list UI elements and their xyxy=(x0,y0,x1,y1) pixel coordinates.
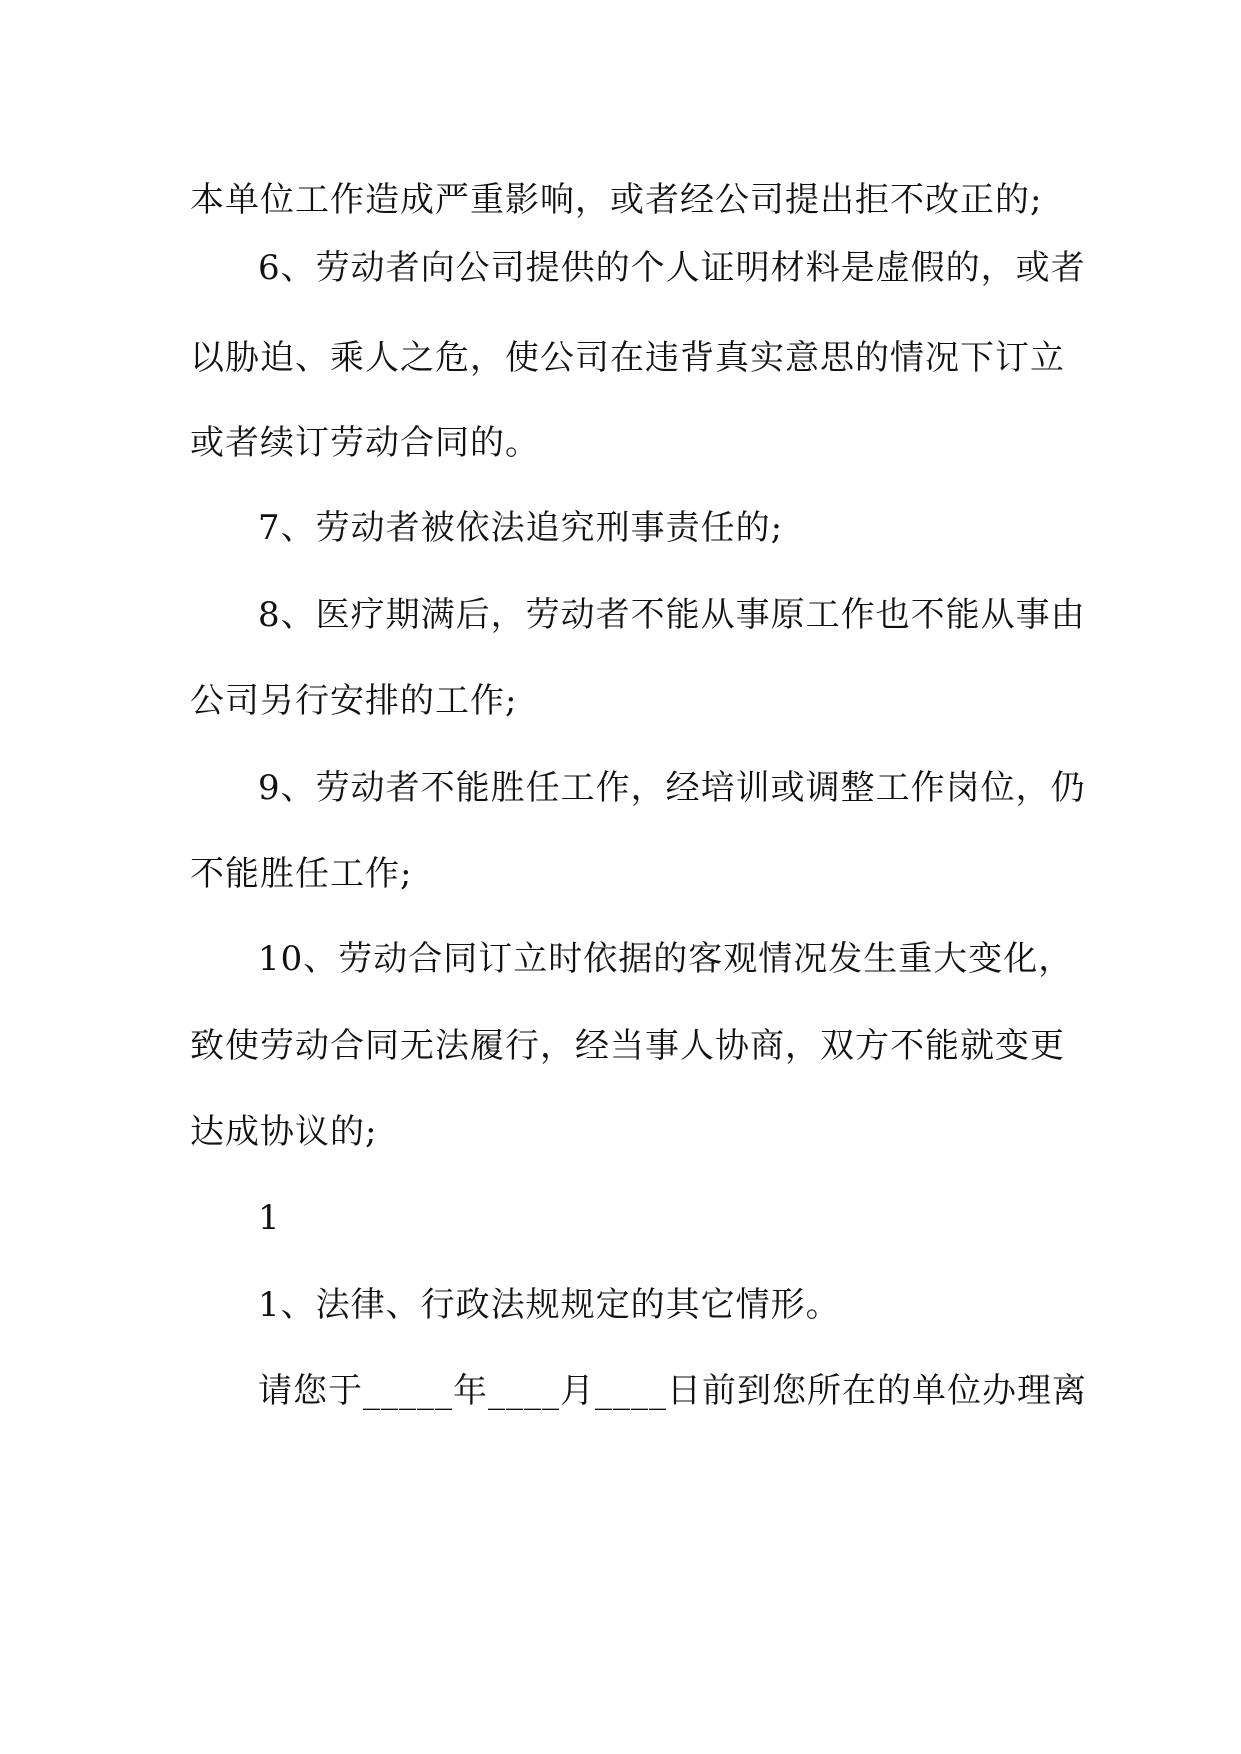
text-line: 本单位工作造成严重影响，或者经公司提出拒不改正的; xyxy=(190,180,1043,220)
text-line: 致使劳动合同无法履行，经当事人协商，双方不能就变更 xyxy=(190,1026,1065,1066)
text-line: 6、劳动者向公司提供的个人证明材料是虚假的，或者 xyxy=(258,248,1086,288)
text-line: 达成协议的; xyxy=(190,1112,378,1152)
text-line: 10、劳动合同订立时依据的客观情况发生重大变化， xyxy=(258,939,1074,979)
text-line: 请您于_____年____月____日前到您所在的单位办理离 xyxy=(258,1371,1087,1411)
text-line: 以胁迫、乘人之危，使公司在违背真实意思的情况下订立 xyxy=(190,338,1065,378)
text-line: 1 xyxy=(258,1198,281,1238)
text-line: 公司另行安排的工作; xyxy=(190,681,518,721)
text-line: 1、法律、行政法规规定的其它情形。 xyxy=(258,1285,841,1325)
text-line: 或者续订劳动合同的。 xyxy=(190,423,540,463)
text-line: 9、劳动者不能胜任工作，经培训或调整工作岗位，仍 xyxy=(258,768,1086,808)
text-line: 不能胜任工作; xyxy=(190,854,413,894)
text-line: 8、医疗期满后，劳动者不能从事原工作也不能从事由 xyxy=(258,595,1086,635)
text-line: 7、劳动者被依法追究刑事责任的; xyxy=(258,508,784,548)
